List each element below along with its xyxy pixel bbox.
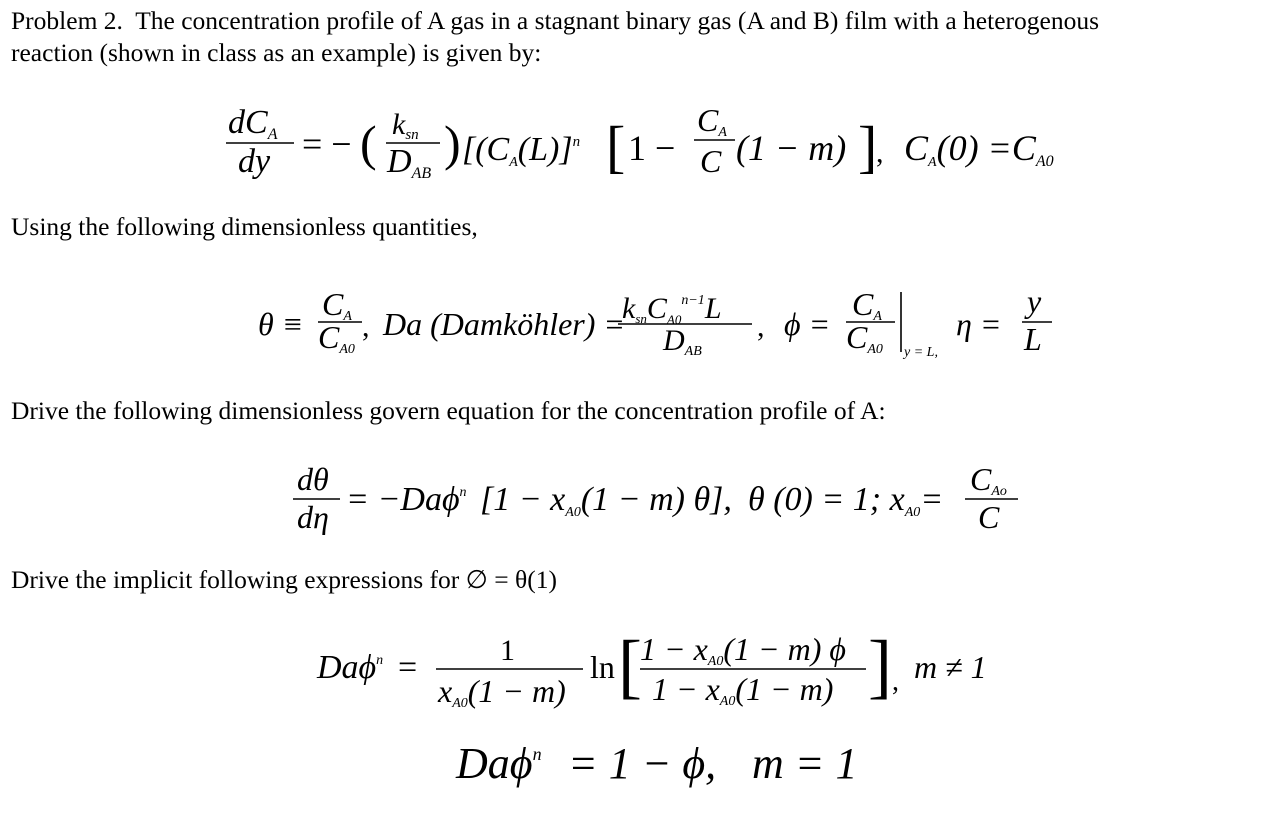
eq1-bracket-open: [ [606, 114, 626, 179]
eq2-bracket: [1 − xA0(1 − m) θ], [480, 481, 732, 520]
eq1-paren-close: ) [444, 115, 461, 171]
eq2-frac-num: CAo [970, 461, 1007, 499]
eq3-bracket-open: [ [618, 626, 642, 706]
def-da-num: ksnC$_{A0}^{n-1}$L [622, 292, 722, 327]
eq3-bracket-close: ] [868, 626, 892, 706]
problem-label: Problem 2. [11, 6, 123, 35]
def-phi-eval: y = L, [904, 345, 938, 360]
def-phi-num: CA [852, 286, 882, 324]
eq4-condition: m = 1 [752, 739, 858, 788]
drive-text-2-math: θ(1) [515, 565, 557, 594]
def-eta-den: L [1024, 321, 1042, 357]
eq3-condition: m ≠ 1 [914, 649, 987, 685]
eq1-ca-l: [$(CA(L)]^n$ [462, 131, 581, 170]
eq2-num: dθ [297, 461, 329, 497]
drive-text-2-label: Drive the implicit following expressions for ∅ = [11, 565, 509, 594]
eq1-ks: ksn [392, 108, 419, 143]
def-theta-num: CA [322, 286, 352, 324]
eq3-frac1-num: 1 [500, 634, 515, 667]
def-eta-num: y [1027, 283, 1042, 319]
eq1-lhs-den: dy [238, 143, 271, 180]
intro-line-2: reaction (shown in class as an example) is given by: [11, 38, 542, 67]
eq1-paren-open: ( [360, 115, 377, 171]
eq2-den: dη [297, 499, 329, 535]
eq1-ca: CA [697, 102, 727, 140]
eq1-boundary-condition: CA(0) =CA0 [904, 128, 1054, 170]
using-text: Using the following dimensionless quantities, [11, 212, 478, 241]
equation-4 [455, 739, 857, 788]
equation-1 [226, 102, 1054, 182]
intro-line-1: The concentration profile of A gas in a stagnant binary gas (A and B) film with a heterogenous [135, 6, 1100, 35]
drive-text-1: Drive the following dimensionless govern equation for the concentration profile of A: [11, 396, 886, 425]
eq3-equals: = [398, 649, 418, 686]
eq4-rhs: = 1 − ϕ, [568, 739, 717, 788]
eq1-c: C [700, 143, 722, 179]
eq2-bc: θ (0) = 1; xA0= [748, 481, 944, 520]
def-comma-1: , [362, 310, 370, 343]
equation-3 [316, 626, 987, 711]
equation-2 [293, 461, 1018, 535]
eq2-frac-den: C [978, 499, 1000, 535]
def-theta-den: CA0 [318, 319, 355, 357]
eq3-comma: , [892, 666, 899, 697]
eq1-comma: , [876, 136, 884, 169]
def-phi-den: CA0 [846, 319, 883, 357]
eq1-bracket-close: ] [858, 114, 878, 179]
eq1-dab: DAB [387, 143, 432, 182]
def-da-den: DAB [663, 324, 702, 359]
def-eta: η = [956, 306, 1002, 342]
eq2-rhs: = −Daϕ$^n$ [346, 481, 467, 518]
eq1-equals-minus: = − [302, 124, 352, 164]
def-phi: ϕ = [784, 306, 831, 342]
definitions [258, 283, 1052, 360]
eq1-one-minus-m: (1 − m) [736, 128, 847, 168]
eq3-frac2-den: 1 − xA0(1 − m) [652, 671, 834, 709]
eq3-ln: ln [590, 649, 615, 685]
eq4-lhs: Daϕ$^n$ [456, 739, 542, 788]
eq3-frac1-den: xA0(1 − m) [438, 673, 566, 711]
def-theta: θ ≡ [258, 306, 304, 342]
eq3-frac2-num: 1 − xA0(1 − m) ϕ [640, 631, 846, 669]
eq1-lhs-num: dCA [228, 104, 278, 143]
def-comma-2: , [757, 310, 765, 343]
eq3-lhs: Daϕ$^n$ [317, 649, 384, 686]
eq1-one-minus: 1 − [628, 128, 676, 168]
def-da: Da (Damköhler) = [383, 306, 625, 342]
